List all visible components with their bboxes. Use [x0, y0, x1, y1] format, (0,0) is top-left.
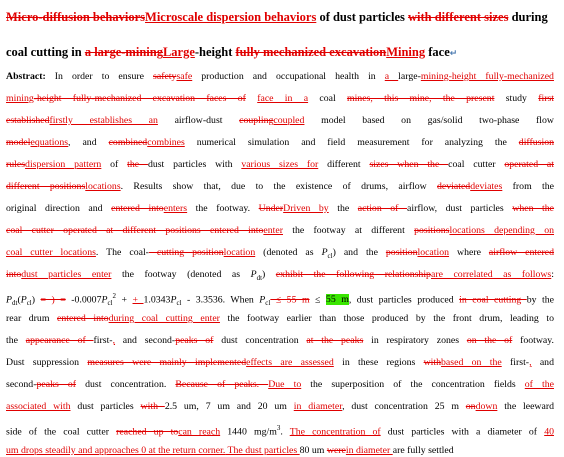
deleted-text: the	[127, 159, 148, 170]
text-run: production and occupational health in	[192, 71, 385, 82]
deleted-text: coupling	[239, 115, 274, 126]
text-run: 3	[276, 424, 281, 432]
deleted-text: combined	[108, 137, 148, 148]
abstract-line	[6, 444, 554, 457]
text-run: large-	[398, 71, 421, 82]
text-run: of dust particles	[316, 10, 408, 24]
text-run: airflow, dust particles	[407, 203, 513, 214]
title-line-1	[6, 10, 564, 25]
deleted-text: peaks of	[36, 379, 77, 390]
text-run: dt	[11, 299, 18, 308]
text-run: coal cutting in	[6, 45, 85, 59]
inserted-text: ,	[529, 357, 532, 368]
deleted-text: = ) =	[40, 294, 66, 306]
inserted-text: firstly establishes an	[49, 115, 158, 126]
deleted-text: entered into	[57, 313, 109, 324]
inserted-text: Due to	[268, 379, 302, 390]
text-run: first-	[501, 357, 530, 368]
abstract-line	[6, 224, 554, 237]
inserted-text: various sizes for	[241, 159, 319, 170]
text-run: and second-	[115, 335, 176, 346]
text-run: the footway earlier than those produced by the front drum, leading to	[219, 313, 554, 324]
inserted-text: based on the	[441, 357, 502, 368]
text-run: side of the coal cutter	[6, 426, 117, 438]
inserted-text: during coal cutting enter	[108, 313, 220, 324]
text-run: the footway (denoted as	[111, 269, 251, 280]
text-run: study	[494, 93, 539, 104]
abstract-line	[6, 136, 554, 149]
abstract-line	[6, 268, 554, 285]
text-run: - 3.3536. When	[181, 294, 260, 306]
text-run: ≤	[309, 294, 326, 306]
text-run: (	[17, 294, 21, 306]
deleted-text: at the peaks	[306, 335, 364, 346]
text-run	[246, 93, 257, 104]
text-run: P	[259, 294, 266, 306]
abstract-line	[6, 202, 554, 215]
abstract-line	[6, 246, 554, 263]
text-run: the superposition of the concentration fields	[301, 379, 525, 390]
text-run: . The coal-	[95, 247, 149, 258]
text-run: -0.0007	[65, 294, 102, 306]
text-run: rear drum	[6, 313, 57, 324]
inserted-text: associated with	[6, 401, 71, 412]
text-run: 2	[112, 292, 117, 300]
inserted-text: dispersion pattern	[25, 159, 102, 170]
text-run: Dust suppression	[6, 357, 88, 368]
deleted-text: Micro-diffusion behaviors	[6, 10, 146, 24]
inserted-text: combines	[147, 137, 185, 148]
deleted-text: different positions	[6, 181, 86, 192]
abstract-line	[6, 70, 554, 83]
abstract-line	[6, 422, 554, 438]
text-run: . Results show that, due to the existence of drums, airflow	[120, 181, 438, 192]
text-run: cl	[327, 251, 333, 260]
inserted-text: locations depending on	[449, 225, 555, 236]
text-run: model based on gas/solid two-phase flow	[304, 115, 554, 126]
text-run: 1440 mg/m	[220, 426, 277, 438]
deleted-text: coal cutter operated at different positions entered into	[6, 225, 264, 236]
deleted-text: on	[465, 401, 476, 412]
deleted-text: with	[140, 401, 165, 412]
text-run: +	[116, 294, 133, 306]
inserted-text: Mining	[386, 45, 426, 59]
text-run: dust particles with	[147, 159, 242, 170]
text-run: where	[449, 247, 489, 258]
inserted-text: effects are assessed	[246, 357, 334, 368]
text-run: 1.0343	[143, 294, 171, 306]
text-run: cl	[176, 299, 182, 308]
inserted-text: ,	[112, 335, 116, 346]
text-run: (denoted as	[255, 247, 322, 258]
inserted-text: um drops steadily and approaches 0 at the return corner.	[6, 445, 226, 456]
text-run: the	[328, 203, 358, 214]
deleted-text: -height fully-mechanized excavation faces of	[33, 93, 246, 104]
deleted-text: with different sizes	[407, 10, 509, 24]
text-run: face	[425, 45, 450, 59]
deleted-text: measures were mainly implemented	[87, 357, 247, 368]
deleted-text: mines, this mine, the present	[346, 93, 495, 104]
paragraph-mark-icon: ↵	[449, 49, 458, 59]
deleted-text: sizes when the	[369, 159, 449, 170]
abstract-line	[6, 92, 554, 105]
inserted-text: 40	[544, 426, 554, 438]
text-run: original direction and	[6, 203, 112, 214]
text-run: during	[508, 10, 548, 24]
text-run: first-	[93, 335, 113, 346]
deleted-text: cutting	[148, 247, 193, 258]
deleted-text: with	[423, 357, 442, 368]
text-run: dust concentration	[213, 335, 307, 346]
deleted-text: Under	[258, 203, 284, 214]
inserted-text: coal cutter locations	[6, 247, 96, 258]
text-run: footway.	[512, 335, 554, 346]
inserted-text: location	[417, 247, 450, 258]
inserted-text: coupled	[273, 115, 305, 126]
deleted-text: model	[6, 137, 31, 148]
text-run: )	[31, 294, 41, 306]
text-run: dust particles with a diameter of	[380, 426, 545, 438]
text-run: cl	[26, 299, 32, 308]
deleted-text: ≤ 55 m	[270, 294, 310, 306]
text-run: the	[6, 335, 26, 346]
inserted-text: in diameter	[345, 445, 393, 456]
text-run: )	[262, 269, 276, 280]
text-run: the leeward	[497, 401, 554, 412]
text-run: , dust concentration 25 m	[342, 401, 466, 412]
deleted-text: established	[6, 115, 50, 126]
inserted-text: equations	[30, 137, 69, 148]
inserted-text: +	[132, 294, 144, 306]
text-run: and	[531, 357, 554, 368]
text-run: P	[20, 294, 27, 306]
deleted-text: were	[326, 445, 346, 456]
inserted-text: in diameter	[293, 401, 343, 412]
deleted-text: deviated	[437, 181, 471, 192]
inserted-text: a	[384, 71, 399, 82]
text-run: the footway.	[187, 203, 259, 214]
deleted-text: first	[538, 93, 555, 104]
inserted-text: Large	[162, 45, 195, 59]
deleted-text: positions	[414, 225, 450, 236]
inserted-text: mining-height fully-mechanized	[420, 71, 554, 82]
text-run: ) and the	[332, 247, 386, 258]
abstract-line	[6, 400, 554, 413]
abstract-line	[6, 312, 554, 325]
inserted-text: mining	[6, 93, 34, 104]
abstract-line	[6, 158, 554, 171]
deleted-text: in coal cutting	[459, 294, 527, 306]
deleted-text: exhibit the following relationship	[275, 269, 431, 280]
deleted-text: when the	[512, 203, 555, 214]
text-run: dust particles	[70, 401, 141, 412]
text-run: :	[551, 269, 554, 280]
abstract-line	[6, 334, 554, 347]
inserted-text: location	[223, 247, 256, 258]
text-run: 80 um	[299, 445, 327, 456]
text-run: in these regions	[333, 357, 424, 368]
text-run: coal cutter	[448, 159, 505, 170]
text-run: In order to ensure	[45, 71, 154, 82]
deleted-text: safety	[153, 71, 177, 82]
text-run: P	[170, 294, 177, 306]
inserted-text: Microscale dispersion behaviors	[145, 10, 317, 24]
inserted-text: are correlated as follows	[430, 269, 552, 280]
abstract-line	[6, 180, 554, 193]
deleted-text: airflow entered	[488, 247, 554, 258]
abstract-line	[6, 378, 554, 391]
text-run: , dust particles produced	[348, 294, 460, 306]
inserted-text: deviates	[470, 181, 503, 192]
title-line-2	[6, 45, 564, 62]
text-run: cl	[107, 299, 113, 308]
deleted-text: rules	[6, 159, 26, 170]
text-run: by the	[526, 294, 554, 306]
text-run: cl	[265, 299, 271, 308]
inserted-text: The dust particles	[225, 445, 300, 456]
highlighted-text: 55 m	[325, 294, 349, 306]
abstract-line	[6, 290, 554, 310]
deleted-text: diffusion	[518, 137, 554, 148]
text-run: airflow-dust	[157, 115, 240, 126]
deleted-text: reached up to	[116, 426, 179, 438]
text-run: P	[321, 247, 328, 258]
deleted-text: peaks of	[175, 335, 214, 346]
text-run: of	[101, 159, 128, 170]
text-run: coal	[308, 93, 347, 104]
inserted-text: Driven by	[283, 203, 329, 214]
inserted-text: can reach	[178, 426, 221, 438]
deleted-text: operated at	[504, 159, 554, 170]
deleted-text: a large-mining	[84, 45, 163, 59]
inserted-text: The concentration of	[289, 426, 381, 438]
text-run: dust concentration.	[76, 379, 176, 390]
text-run: P	[101, 294, 108, 306]
deleted-text: position	[192, 247, 224, 258]
inserted-text: enters	[163, 203, 188, 214]
text-run: 2.5 um, 7 um and 20 um	[164, 401, 294, 412]
text-run: .	[280, 426, 290, 438]
deleted-text: appearance of	[25, 335, 94, 346]
inserted-text: face in a	[257, 93, 309, 104]
inserted-text: locations	[85, 181, 121, 192]
deleted-text: action of	[357, 203, 407, 214]
inserted-text: safe	[176, 71, 193, 82]
text-run: dt	[256, 273, 263, 282]
abstract-line	[6, 356, 554, 369]
deleted-text: fully mechanized excavation	[235, 45, 387, 59]
deleted-text: entered into	[111, 203, 164, 214]
text-run: -height	[194, 45, 236, 59]
deleted-text: Because of peaks.	[175, 379, 269, 390]
deleted-text: on the of	[466, 335, 513, 346]
text-run: P	[6, 294, 12, 306]
text-run: the footway at different	[282, 225, 415, 236]
inserted-text: down	[475, 401, 498, 412]
inserted-text: enter	[263, 225, 283, 236]
abstract-line	[6, 114, 554, 127]
text-run: from the	[502, 181, 554, 192]
deleted-text: position	[385, 247, 418, 258]
label-text: Abstract:	[6, 71, 46, 82]
text-run: in respiratory zones	[363, 335, 467, 346]
text-run: , and	[68, 137, 109, 148]
text-run: different	[318, 159, 370, 170]
inserted-text: of the	[524, 379, 554, 390]
text-run: numerical simulation and field measurement for analyzing the	[184, 137, 519, 148]
text-run: P	[250, 269, 257, 280]
text-run: second-	[6, 379, 37, 390]
deleted-text: into	[6, 269, 22, 280]
text-run: are fully settled	[392, 445, 454, 456]
inserted-text: dust particles enter	[21, 269, 112, 280]
